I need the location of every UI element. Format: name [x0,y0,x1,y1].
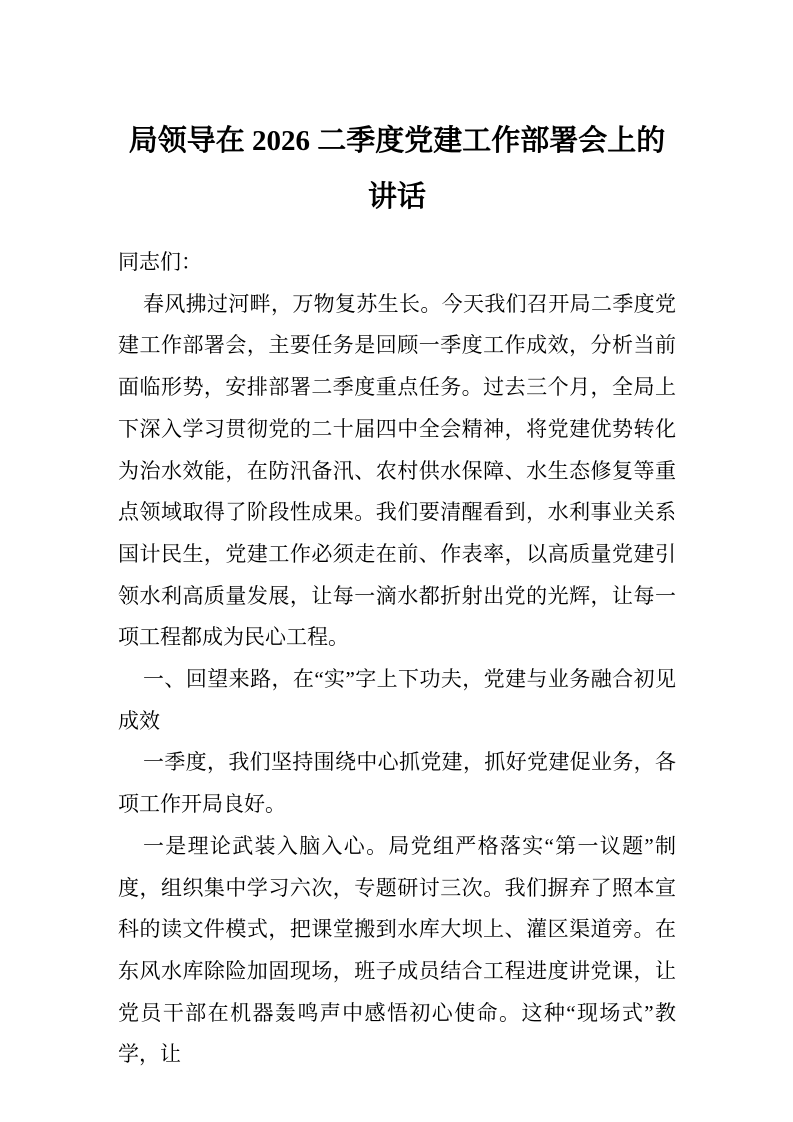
document-title: 局领导在 2026 二季度党建工作部署会上的讲话 [128,125,666,213]
paragraph-body: 一季度，我们坚持围绕中心抓党建，抓好党建促业务，各项工作开局良好。 [118,750,676,817]
document-body [118,242,676,1076]
paragraph-heading: 一、回望来路，在“实”字上下功夫，党建与业务融合初见成效 [118,667,676,733]
paragraph-salutation: 同志们： [118,250,202,274]
paragraph-body: 一是理论武装入脑入心。局党组严格落实“第一议题”制度，组织集中学习六次，专题研讨三次。我们摒弃了照本宣科的读文件模式，把课堂搬到水库大坝上、灌区渠道旁。在东风水库除险加固现场，班子成员结合工程进度讲党课，让党员干部在机器轰鸣声中感悟初心使命。这种“现场式”教学，让 [118,833,676,1067]
paragraph-body: 春风拂过河畔，万物复苏生长。今天我们召开局二季度党建工作部署会，主要任务是回顾一季度工作成效，分析当前面临形势，安排部署二季度重点任务。过去三个月，全局上下深入学习贯彻党的二十届四中全会精神，将党建优势转化为治水效能，在防汛备汛、农村供水保障、水生态修复等重点领域取得了阶段性成果。我们要清醒看到，水利事业关系国计民生，党建工作必须走在前、作表率，以高质量党建引领水利高质量发展，让每一滴水都折射出党的光辉，让每一项工程都成为民心工程。 [118,291,676,650]
